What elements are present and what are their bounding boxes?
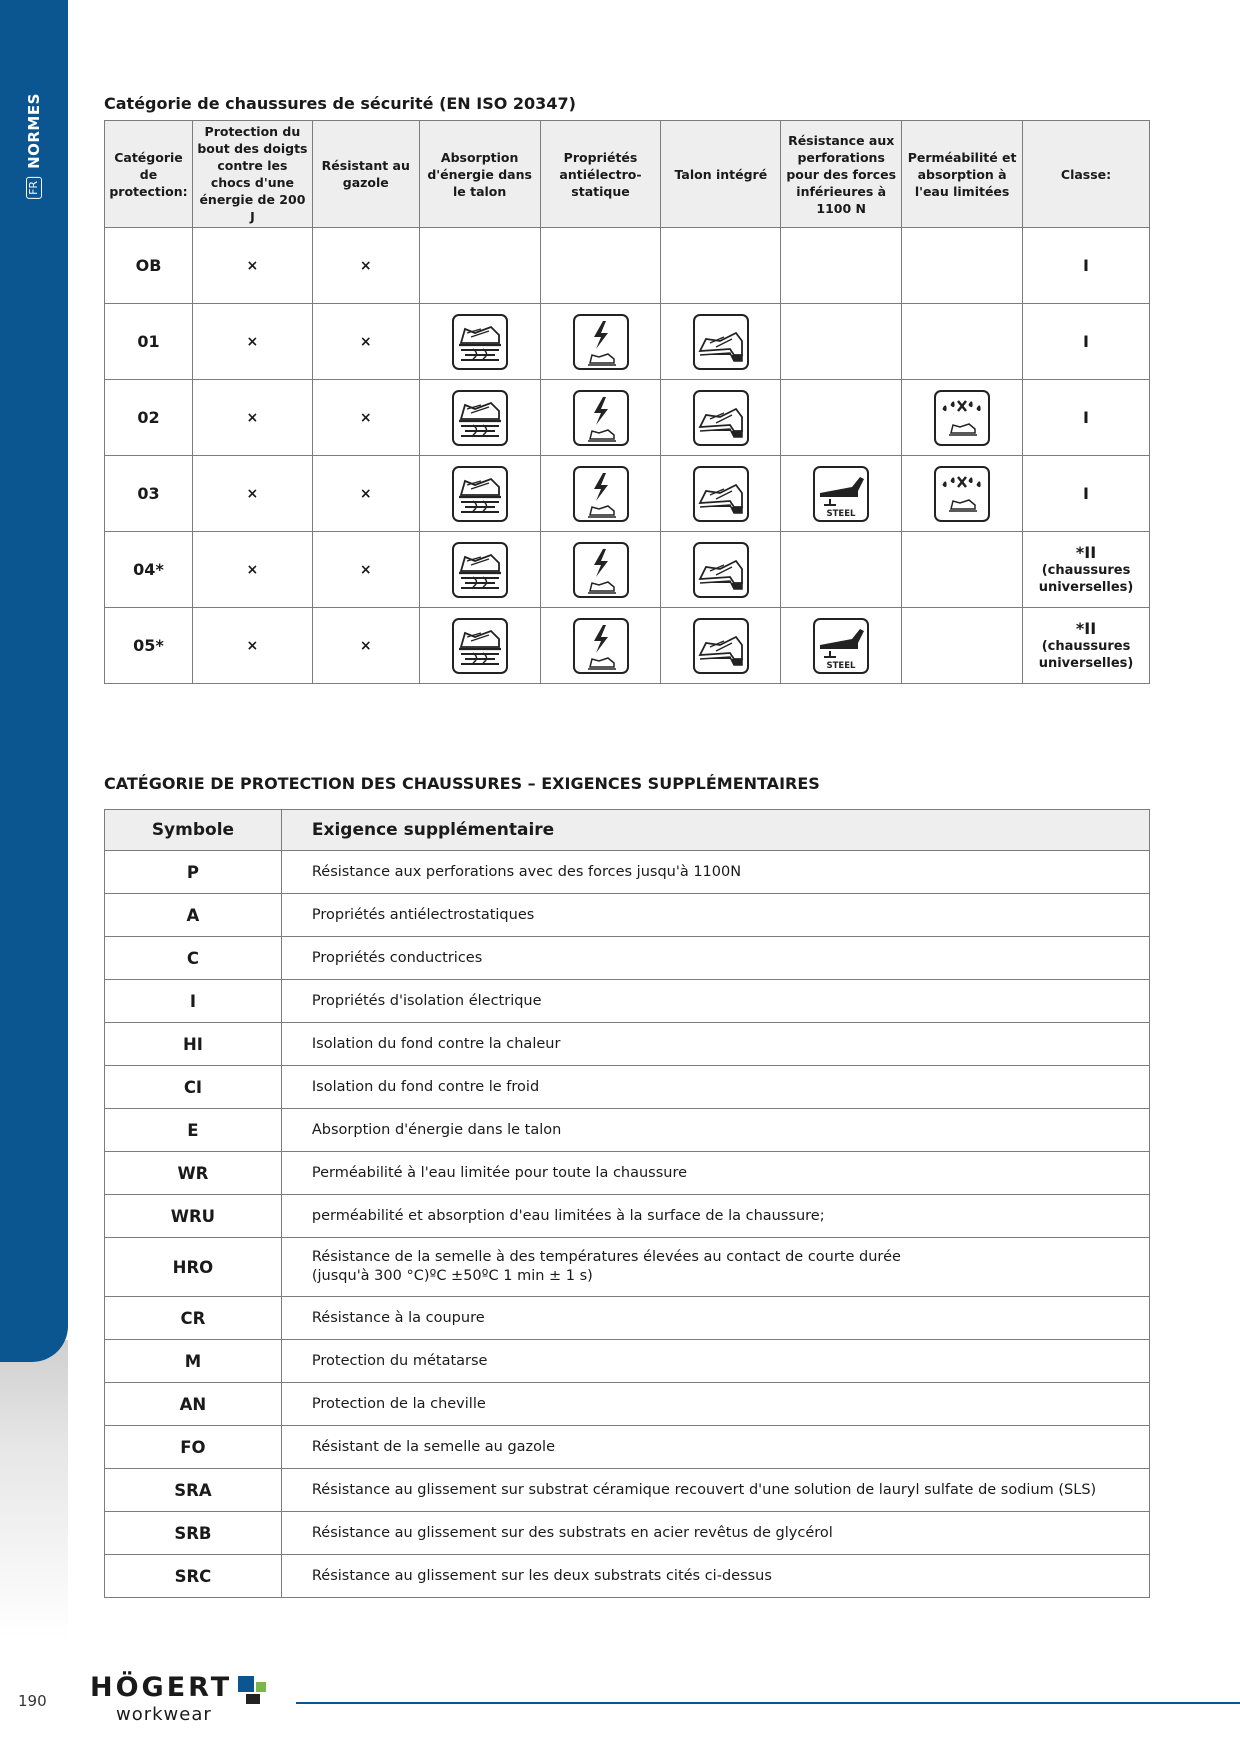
cell-antistatic bbox=[540, 608, 661, 684]
heel-energy-absorption-icon bbox=[451, 313, 509, 371]
svg-text:STEEL: STEEL bbox=[826, 660, 856, 671]
requirement-symbol: CR bbox=[105, 1297, 282, 1340]
sidebar-fade bbox=[0, 1340, 68, 1640]
cell-water bbox=[902, 608, 1023, 684]
category-code: 04* bbox=[105, 532, 193, 608]
language-badge: FR bbox=[26, 177, 42, 199]
requirement-row bbox=[105, 1195, 1150, 1238]
category-row bbox=[105, 456, 1150, 532]
cell-energy bbox=[419, 304, 540, 380]
cell-heel bbox=[661, 456, 781, 532]
requirement-description bbox=[281, 1297, 1149, 1340]
cell-heel bbox=[661, 532, 781, 608]
class-cell bbox=[1023, 228, 1150, 304]
requirement-symbol: I bbox=[105, 980, 282, 1023]
heel-energy-absorption-icon bbox=[451, 541, 509, 599]
cell-antistatic bbox=[540, 304, 661, 380]
requirement-text: Résistance à la coupure bbox=[311, 1310, 485, 1326]
requirement-text: Résistant de la semelle au gazole bbox=[311, 1439, 555, 1455]
steel-perforation-icon bbox=[812, 465, 870, 523]
fuel-resistance-mark: × bbox=[312, 608, 419, 684]
cell-water bbox=[902, 380, 1023, 456]
integrated-heel-icon bbox=[692, 617, 750, 675]
table2-title: CATÉGORIE DE PROTECTION DES CHAUSSURES – EXIGENCES SUPPLÉMENTAIRES bbox=[104, 774, 820, 793]
cell-perforation bbox=[781, 228, 902, 304]
table1-title: Catégorie de chaussures de sécurité (EN ISO 20347) bbox=[104, 94, 576, 113]
cell-perforation bbox=[781, 304, 902, 380]
requirement-row bbox=[105, 1555, 1150, 1598]
requirement-text: Perméabilité à l'eau limitée pour toute la chaussure bbox=[311, 1165, 688, 1181]
page-number: 190 bbox=[18, 1692, 47, 1710]
header-toe-protection: Protection du bout des doigts contre les chocs d'une énergie de 200 J bbox=[192, 121, 312, 228]
cell-heel bbox=[661, 228, 781, 304]
class-cell bbox=[1023, 532, 1150, 608]
cell-antistatic bbox=[540, 380, 661, 456]
header-integrated-heel: Talon intégré bbox=[661, 121, 781, 228]
requirement-text-detail: (jusqu'à 300 °C)ºC ±50ºC 1 min ± 1 s) bbox=[311, 1268, 593, 1284]
requirement-row bbox=[105, 851, 1150, 894]
requirement-text: Propriétés antiélectrostatiques bbox=[311, 907, 535, 923]
cell-heel bbox=[661, 380, 781, 456]
requirement-description bbox=[281, 1195, 1149, 1238]
antistatic-lightning-icon bbox=[572, 541, 630, 599]
cell-heel bbox=[661, 304, 781, 380]
requirement-text: Propriétés d'isolation électrique bbox=[311, 993, 542, 1009]
header-antistatic: Propriétés antiélectro-statique bbox=[540, 121, 661, 228]
brand-mark-icon bbox=[238, 1676, 268, 1706]
requirement-symbol: C bbox=[105, 937, 282, 980]
table1-header-row bbox=[105, 121, 1150, 228]
requirement-description bbox=[281, 937, 1149, 980]
requirement-symbol: FO bbox=[105, 1426, 282, 1469]
category-code: OB bbox=[105, 228, 193, 304]
requirement-symbol: WR bbox=[105, 1152, 282, 1195]
header-energy-absorption: Absorption d'énergie dans le talon bbox=[419, 121, 540, 228]
toe-protection-mark: × bbox=[192, 228, 312, 304]
cell-perforation bbox=[781, 608, 902, 684]
brand-logo bbox=[90, 1672, 280, 1732]
requirement-description bbox=[281, 894, 1149, 937]
water-resistance-icon bbox=[933, 389, 991, 447]
requirement-description bbox=[281, 1238, 1149, 1297]
requirement-description bbox=[281, 1023, 1149, 1066]
requirement-description bbox=[281, 1512, 1149, 1555]
fuel-resistance-mark: × bbox=[312, 228, 419, 304]
toe-protection-mark: × bbox=[192, 532, 312, 608]
category-code: 05* bbox=[105, 608, 193, 684]
category-row bbox=[105, 228, 1150, 304]
category-row bbox=[105, 304, 1150, 380]
category-row bbox=[105, 532, 1150, 608]
header-fuel-resistance: Résistant au gazole bbox=[312, 121, 419, 228]
fuel-resistance-mark: × bbox=[312, 456, 419, 532]
requirement-symbol: M bbox=[105, 1340, 282, 1383]
requirement-symbol: SRA bbox=[105, 1469, 282, 1512]
requirement-text: Résistance au glissement sur les deux substrats cités ci-dessus bbox=[311, 1568, 772, 1584]
requirement-row bbox=[105, 894, 1150, 937]
header-symbol: Symbole bbox=[105, 810, 282, 851]
antistatic-lightning-icon bbox=[572, 465, 630, 523]
requirement-row bbox=[105, 1469, 1150, 1512]
requirement-row bbox=[105, 980, 1150, 1023]
requirement-row bbox=[105, 1297, 1150, 1340]
header-requirement: Exigence supplémentaire bbox=[281, 810, 1149, 851]
heel-energy-absorption-icon bbox=[451, 465, 509, 523]
requirement-text: Résistance aux perforations avec des forces jusqu'à 1100N bbox=[311, 864, 742, 880]
header-category: Catégorie de protection: bbox=[105, 121, 193, 228]
class-value: *II bbox=[1075, 619, 1097, 638]
category-row bbox=[105, 608, 1150, 684]
class-value: *II bbox=[1075, 543, 1097, 562]
cell-water bbox=[902, 532, 1023, 608]
header-water: Perméabilité et absorption à l'eau limitées bbox=[902, 121, 1023, 228]
requirement-row bbox=[105, 1238, 1150, 1297]
requirement-symbol: SRC bbox=[105, 1555, 282, 1598]
requirement-text: Résistance de la semelle à des températures élevées au contact de courte durée bbox=[311, 1249, 901, 1265]
cell-perforation bbox=[781, 456, 902, 532]
heel-energy-absorption-icon bbox=[451, 617, 509, 675]
brand-name: HÖGERT bbox=[90, 1672, 233, 1703]
requirement-row bbox=[105, 1512, 1150, 1555]
additional-requirements-table bbox=[104, 809, 1150, 1598]
class-value: I bbox=[1083, 256, 1089, 275]
section-name: NORMES bbox=[25, 93, 43, 169]
requirement-description bbox=[281, 851, 1149, 894]
requirement-description bbox=[281, 1555, 1149, 1598]
requirement-symbol: AN bbox=[105, 1383, 282, 1426]
fuel-resistance-mark: × bbox=[312, 532, 419, 608]
requirement-symbol: CI bbox=[105, 1066, 282, 1109]
antistatic-lightning-icon bbox=[572, 389, 630, 447]
requirement-text: Résistance au glissement sur substrat céramique recouvert d'une solution de lauryl sulfate de sodium (SLS) bbox=[311, 1482, 1097, 1498]
fuel-resistance-mark: × bbox=[312, 380, 419, 456]
toe-protection-mark: × bbox=[192, 380, 312, 456]
steel-perforation-icon bbox=[812, 617, 870, 675]
requirement-row bbox=[105, 1383, 1150, 1426]
integrated-heel-icon bbox=[692, 541, 750, 599]
requirement-row bbox=[105, 1340, 1150, 1383]
requirement-symbol: HI bbox=[105, 1023, 282, 1066]
requirement-description bbox=[281, 1066, 1149, 1109]
category-code: 02 bbox=[105, 380, 193, 456]
cell-energy bbox=[419, 608, 540, 684]
category-row bbox=[105, 380, 1150, 456]
toe-protection-mark: × bbox=[192, 304, 312, 380]
requirement-text: Propriétés conductrices bbox=[311, 950, 483, 966]
header-class: Classe: bbox=[1023, 121, 1150, 228]
requirement-description bbox=[281, 1152, 1149, 1195]
requirement-description bbox=[281, 1426, 1149, 1469]
category-code: 01 bbox=[105, 304, 193, 380]
safety-category-table bbox=[104, 120, 1150, 684]
cell-perforation bbox=[781, 532, 902, 608]
requirement-row bbox=[105, 1109, 1150, 1152]
class-cell bbox=[1023, 456, 1150, 532]
toe-protection-mark: × bbox=[192, 456, 312, 532]
requirement-symbol: SRB bbox=[105, 1512, 282, 1555]
header-perforation: Résistance aux perforations pour des forces inférieures à 1100 N bbox=[781, 121, 902, 228]
requirement-description bbox=[281, 980, 1149, 1023]
cell-antistatic bbox=[540, 456, 661, 532]
class-value: I bbox=[1083, 408, 1089, 427]
requirement-symbol: WRU bbox=[105, 1195, 282, 1238]
requirement-text: Isolation du fond contre la chaleur bbox=[311, 1036, 561, 1052]
svg-text:STEEL: STEEL bbox=[826, 508, 856, 519]
antistatic-lightning-icon bbox=[572, 617, 630, 675]
requirement-text: Absorption d'énergie dans le talon bbox=[311, 1122, 562, 1138]
cell-energy bbox=[419, 532, 540, 608]
requirement-row bbox=[105, 1023, 1150, 1066]
water-resistance-icon bbox=[933, 465, 991, 523]
cell-water bbox=[902, 456, 1023, 532]
requirement-text: Résistance au glissement sur des substrats en acier revêtus de glycérol bbox=[311, 1525, 833, 1541]
requirement-description bbox=[281, 1469, 1149, 1512]
integrated-heel-icon bbox=[692, 389, 750, 447]
requirement-row bbox=[105, 937, 1150, 980]
antistatic-lightning-icon bbox=[572, 313, 630, 371]
class-note: (chaussures universelles) bbox=[1038, 563, 1134, 595]
class-cell bbox=[1023, 608, 1150, 684]
class-cell bbox=[1023, 380, 1150, 456]
cell-antistatic bbox=[540, 228, 661, 304]
cell-energy bbox=[419, 380, 540, 456]
integrated-heel-icon bbox=[692, 313, 750, 371]
requirement-row bbox=[105, 1152, 1150, 1195]
category-code: 03 bbox=[105, 456, 193, 532]
requirement-row bbox=[105, 1426, 1150, 1469]
cell-heel bbox=[661, 608, 781, 684]
requirement-text: perméabilité et absorption d'eau limitées à la surface de la chaussure; bbox=[311, 1208, 825, 1224]
requirement-symbol: HRO bbox=[105, 1238, 282, 1297]
cell-water bbox=[902, 304, 1023, 380]
requirement-description bbox=[281, 1109, 1149, 1152]
cell-water bbox=[902, 228, 1023, 304]
cell-energy bbox=[419, 228, 540, 304]
class-value: I bbox=[1083, 484, 1089, 503]
requirement-text: Isolation du fond contre le froid bbox=[311, 1079, 540, 1095]
requirement-description bbox=[281, 1383, 1149, 1426]
requirement-text: Protection du métatarse bbox=[311, 1353, 488, 1369]
fuel-resistance-mark: × bbox=[312, 304, 419, 380]
requirement-symbol: P bbox=[105, 851, 282, 894]
footer-divider bbox=[296, 1702, 1240, 1704]
requirement-text: Protection de la cheville bbox=[311, 1396, 486, 1412]
table2-header-row bbox=[105, 810, 1150, 851]
class-cell bbox=[1023, 304, 1150, 380]
requirement-symbol: A bbox=[105, 894, 282, 937]
cell-energy bbox=[419, 456, 540, 532]
cell-perforation bbox=[781, 380, 902, 456]
requirement-description bbox=[281, 1340, 1149, 1383]
sidebar-label bbox=[16, 86, 52, 206]
cell-antistatic bbox=[540, 532, 661, 608]
requirement-symbol: E bbox=[105, 1109, 282, 1152]
class-value: I bbox=[1083, 332, 1089, 351]
brand-subtitle: workwear bbox=[116, 1704, 212, 1725]
class-note: (chaussures universelles) bbox=[1038, 639, 1134, 671]
requirement-row bbox=[105, 1066, 1150, 1109]
toe-protection-mark: × bbox=[192, 608, 312, 684]
heel-energy-absorption-icon bbox=[451, 389, 509, 447]
integrated-heel-icon bbox=[692, 465, 750, 523]
